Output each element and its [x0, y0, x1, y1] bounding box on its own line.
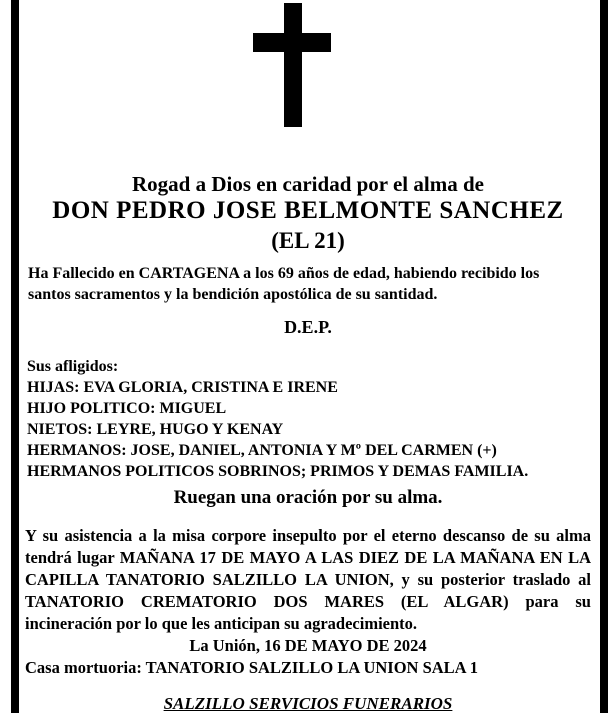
right-border-bar: [600, 0, 608, 713]
invocation-line: Rogad a Dios en caridad por el alma de: [132, 172, 484, 196]
death-notice-paragraph: [25, 263, 591, 305]
funeral-notice-justified-lines: [25, 525, 591, 613]
family-line: NIETOS: LEYRE, HUGO Y KENAY: [27, 421, 284, 438]
death-notice-line: santos sacramentos y la bendición apostólica de su santidad.: [28, 286, 438, 303]
left-border-bar: [11, 0, 19, 713]
mortuary-line: Casa mortuoria: TANATORIO SALZILLO LA UNION SALA 1: [25, 658, 479, 677]
date-line: La Unión, 16 DE MAYO DE 2024: [189, 636, 427, 655]
deceased-name: DON PEDRO JOSE BELMONTE SANCHEZ: [52, 197, 564, 224]
deceased-alias: (EL 21): [271, 228, 345, 253]
funeral-notice-last-line: incineración por lo que les anticipan su agradecimiento.: [25, 614, 418, 633]
cross-vertical-beam: [284, 3, 302, 127]
funeral-notice-line: Y su asistencia a la misa corpore insepulto por el eterno descanso de su alma: [25, 526, 591, 545]
family-line: HIJAS: EVA GLORIA, CRISTINA E IRENE: [27, 379, 338, 396]
funeral-notice-line: tendrá lugar MAÑANA 17 DE MAYO A LAS DIEZ DE LA MAÑANA EN LA: [25, 548, 591, 567]
dep-abbreviation: D.E.P.: [284, 317, 332, 337]
death-notice-line: Ha Fallecido en CARTAGENA a los 69 años de edad, habiendo recibido los: [28, 265, 540, 282]
funeral-notice-line: CAPILLA TANATORIO SALZILLO LA UNION, y su posterior traslado al: [25, 570, 591, 589]
cross-horizontal-beam: [253, 33, 331, 52]
prayer-line: Ruegan una oración por su alma.: [173, 487, 443, 508]
family-section: [25, 356, 591, 482]
family-heading: Sus afligidos:: [27, 358, 119, 375]
family-line: HIJO POLITICO: MIGUEL: [27, 400, 227, 417]
family-line: HERMANOS POLITICOS SOBRINOS; PRIMOS Y DEMAS FAMILIA.: [27, 463, 529, 480]
funeral-notice-paragraph: [25, 525, 591, 657]
family-list: [27, 377, 591, 482]
family-line: HERMANOS: JOSE, DANIEL, ANTONIA Y Mº DEL CARMEN (+): [27, 442, 497, 459]
funeral-notice-line: TANATORIO CREMATORIO DOS MARES (EL ALGAR) para su: [25, 592, 591, 611]
funeral-home-name: SALZILLO SERVICIOS FUNERARIOS: [163, 694, 453, 713]
